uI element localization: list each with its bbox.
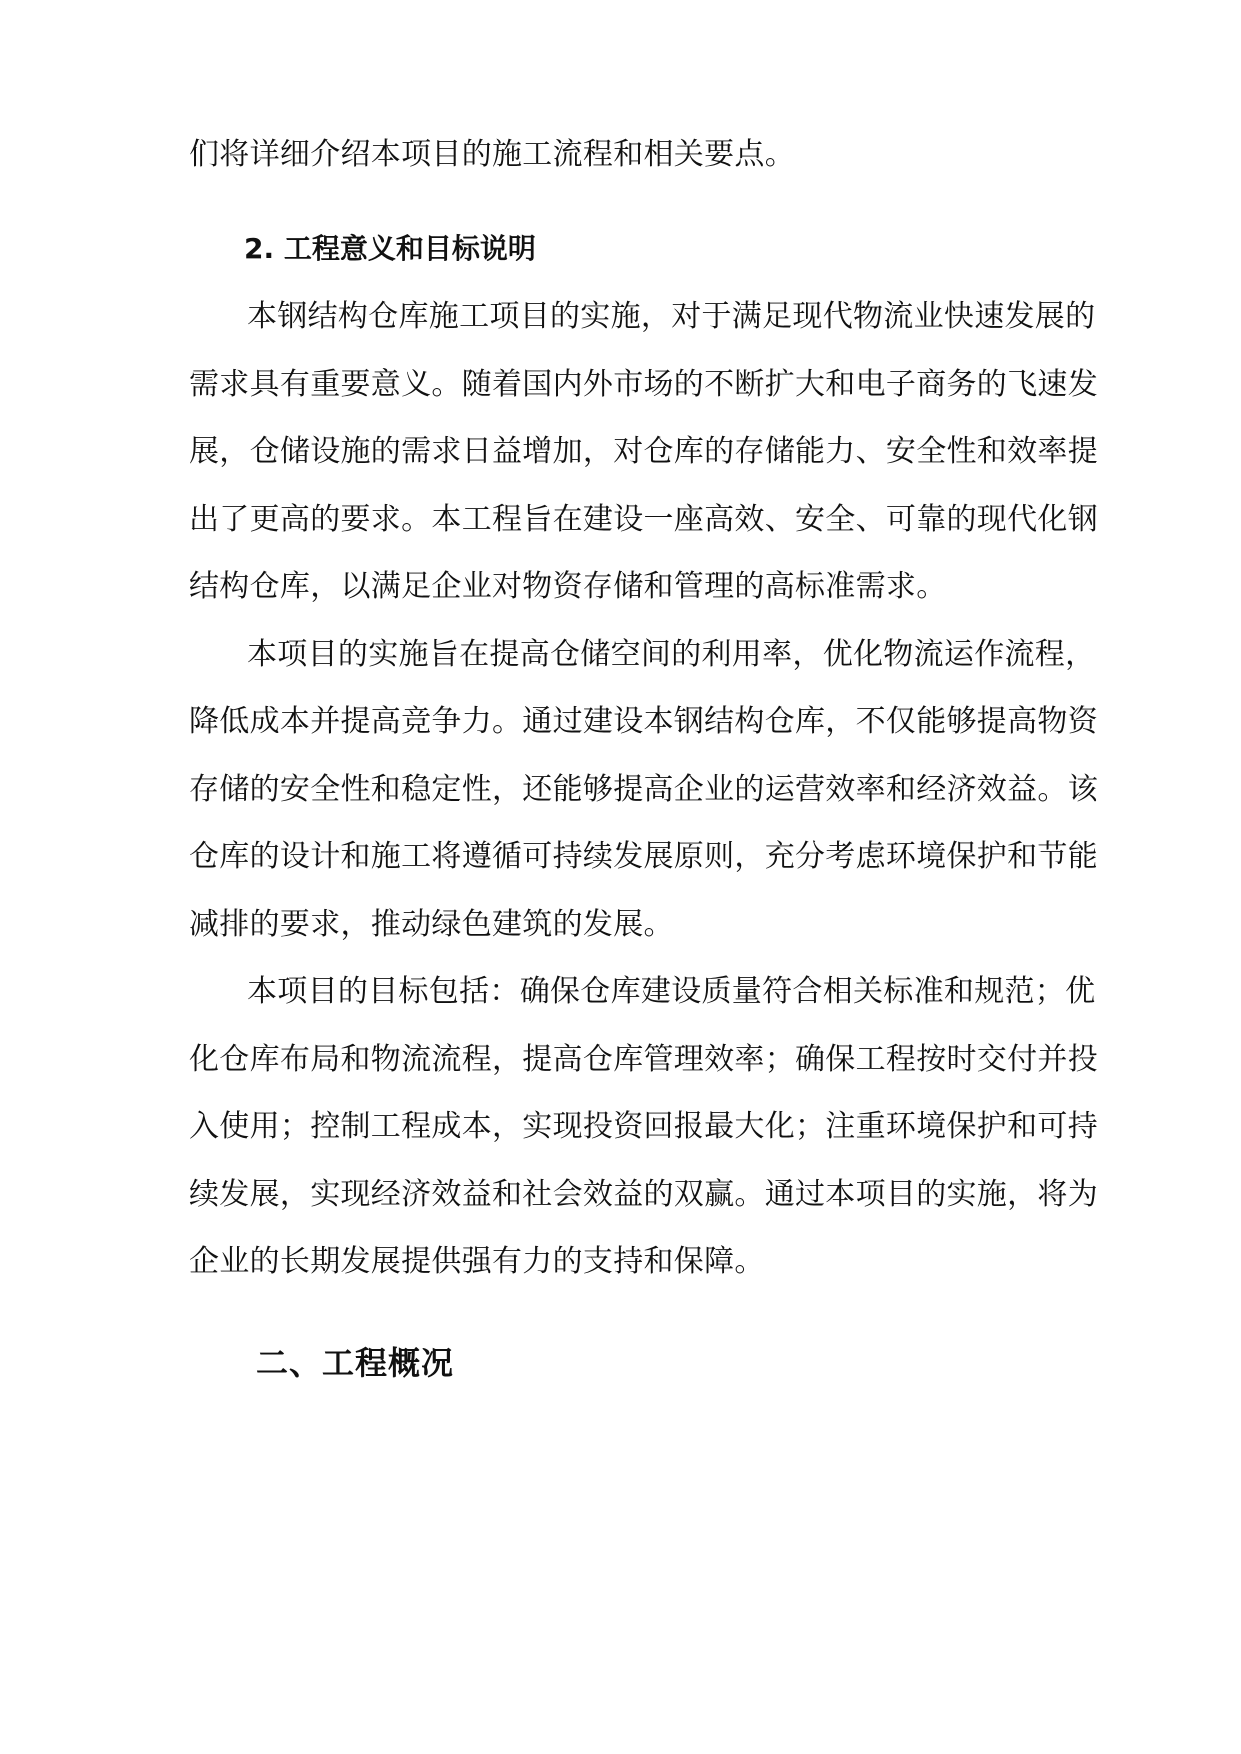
paragraph-2-line-3: 存储的安全性和稳定性，还能够提高企业的运营效率和经济效益。该 [189,772,1098,807]
paragraph-1-line-5: 结构仓库，以满足企业对物资存储和管理的高标准需求。 [189,569,947,604]
paragraph-3-line-4: 续发展，实现经济效益和社会效益的双赢。通过本项目的实施，将为 [189,1177,1098,1212]
paragraph-3-line-2: 化仓库布局和物流流程，提高仓库管理效率；确保工程按时交付并投 [189,1042,1098,1077]
paragraph-continuation-line: 们将详细介绍本项目的施工流程和相关要点。 [189,137,795,172]
paragraph-1-line-3: 展，仓储设施的需求日益增加，对仓库的存储能力、安全性和效率提 [189,434,1098,469]
section-heading-2: 2. 工程意义和目标说明 [244,232,536,265]
chapter-heading: 二、工程概况 [256,1344,455,1382]
paragraph-2-line-4: 仓库的设计和施工将遵循可持续发展原则，充分考虑环境保护和节能 [189,839,1098,874]
paragraph-3-line-3: 入使用；控制工程成本，实现投资回报最大化；注重环境保护和可持 [189,1109,1098,1144]
paragraph-3-line-5: 企业的长期发展提供强有力的支持和保障。 [189,1244,765,1279]
paragraph-3-line-1: 本项目的目标包括：确保仓库建设质量符合相关标准和规范；优 [247,974,1096,1009]
paragraph-1-line-1: 本钢结构仓库施工项目的实施，对于满足现代物流业快速发展的 [247,299,1096,334]
paragraph-1-line-4: 出了更高的要求。本工程旨在建设一座高效、安全、可靠的现代化钢 [189,502,1098,537]
paragraph-1-line-2: 需求具有重要意义。随着国内外市场的不断扩大和电子商务的飞速发 [189,367,1098,402]
paragraph-2-line-1: 本项目的实施旨在提高仓储空间的利用率，优化物流运作流程， [247,637,1096,672]
paragraph-2-line-5: 减排的要求，推动绿色建筑的发展。 [189,907,674,942]
paragraph-2-line-2: 降低成本并提高竞争力。通过建设本钢结构仓库，不仅能够提高物资 [189,704,1098,739]
